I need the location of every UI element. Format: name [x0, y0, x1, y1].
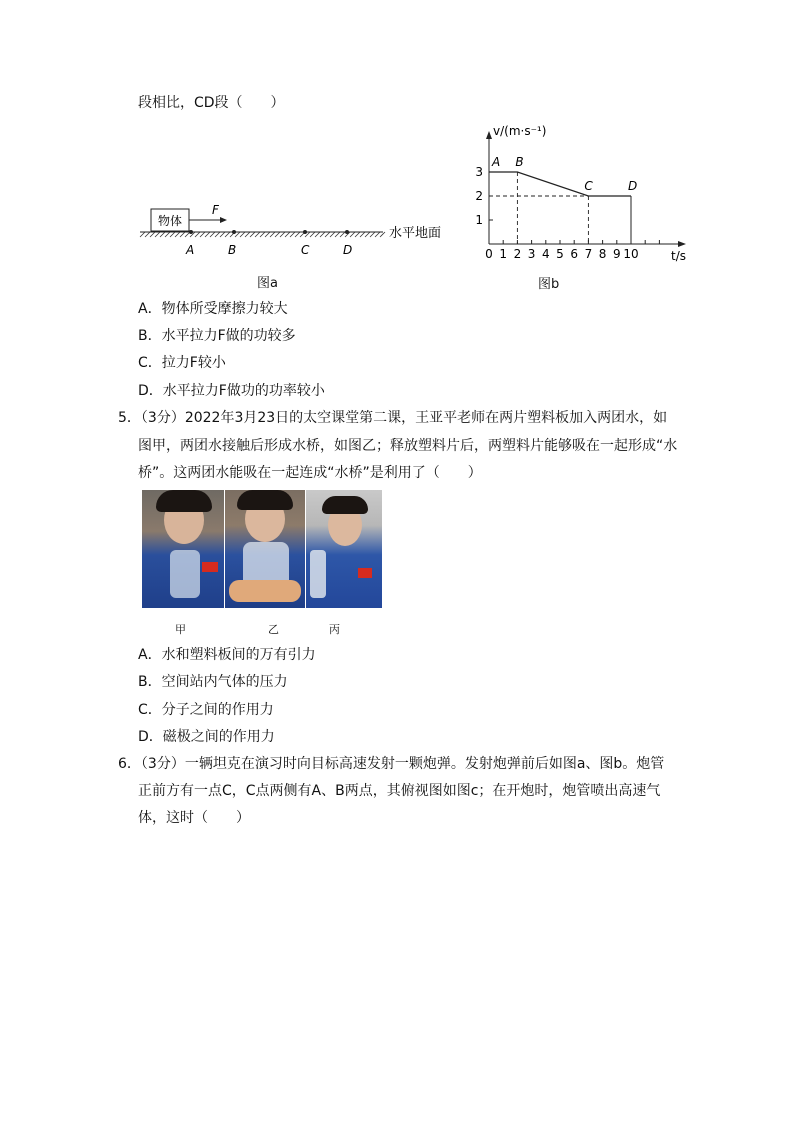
question-6-line-1: 6．（3分）一辆坦克在演习时向目标高速发射一颗炮弹。发射炮弹前后如图a、图b。炮管: [118, 756, 665, 772]
question-5-line-2: 图甲，两团水接触后形成水桥，如图乙；释放塑料片后，两塑料片能够吸在一起形成“水: [138, 438, 678, 454]
question-5-line-1: 5．（3分）2022年3月23日的太空课堂第二课，王亚平老师在两片塑料板加入两团水，如: [118, 410, 668, 426]
hair-shape: [322, 496, 368, 514]
hands-shape: [229, 580, 301, 602]
force-arrow-head: [220, 217, 227, 223]
point-b-dot: [232, 230, 236, 234]
hatch-stroke: [280, 232, 285, 237]
hatch-stroke: [310, 232, 315, 237]
force-label: F: [212, 203, 219, 217]
x-tick-label: 4: [541, 247, 550, 261]
hair-shape: [156, 490, 212, 512]
hatch-stroke: [170, 232, 175, 237]
q5-option-d: D．磁极之间的作用力: [138, 729, 275, 745]
x-tick-label: 10: [623, 247, 639, 261]
hatch-stroke: [335, 232, 340, 237]
point-label-d: D: [628, 179, 638, 193]
point-label-c: C: [584, 179, 593, 193]
q4-option-c: C．拉力F较小: [138, 355, 226, 371]
hatch-stroke: [290, 232, 295, 237]
photo-strip: [142, 490, 382, 608]
hatch-stroke: [180, 232, 185, 237]
hatch-stroke: [320, 232, 325, 237]
hatch-stroke: [270, 232, 275, 237]
hatch-stroke: [160, 232, 165, 237]
photo-label-bing: 丙: [329, 623, 340, 636]
hatch-stroke: [380, 232, 385, 237]
hatch-stroke: [325, 232, 330, 237]
y-tick-label: 1: [475, 213, 483, 227]
figure-a-caption: 图a: [257, 276, 278, 291]
hatch-stroke: [265, 232, 270, 237]
hatch-stroke: [200, 232, 205, 237]
question-4-continuation: 段相比，CD段（ ）: [138, 95, 285, 111]
hatch-stroke: [340, 232, 345, 237]
x-tick-label: 1: [499, 247, 508, 261]
hatch-stroke: [210, 232, 215, 237]
hatch-stroke: [370, 232, 375, 237]
velocity-line: [489, 172, 631, 196]
point-label-b: B: [515, 155, 524, 169]
point-label-a: A: [492, 155, 501, 169]
hatch-stroke: [255, 232, 260, 237]
photo-label-yi: 乙: [268, 623, 279, 636]
flag-patch: [358, 568, 372, 578]
hatch-stroke: [295, 232, 300, 237]
x-tick-label: 3: [527, 247, 536, 261]
hatch-stroke: [215, 232, 220, 237]
y-axis-label: v/(m·s⁻¹): [493, 124, 547, 138]
hatch-stroke: [245, 232, 250, 237]
x-tick-label: 9: [612, 247, 621, 261]
hatch-stroke: [285, 232, 290, 237]
hatch-stroke: [365, 232, 370, 237]
question-6-line-3: 体，这时（ ）: [138, 810, 250, 826]
q5-option-b: B．空间站内气体的压力: [138, 674, 288, 690]
photo-yi: [225, 490, 305, 608]
object-block-label: 物体: [157, 214, 183, 228]
hatch-stroke: [175, 232, 180, 237]
x-axis-arrow: [678, 241, 686, 247]
hatch-stroke: [355, 232, 360, 237]
hatch-stroke: [195, 232, 200, 237]
y-tick-label: 2: [475, 189, 483, 203]
hatch-stroke: [260, 232, 265, 237]
point-d-label: D: [343, 243, 353, 257]
hatch-stroke: [240, 232, 245, 237]
q4-option-b: B．水平拉力F做的功较多: [138, 328, 296, 344]
x-tick-label: 8: [598, 247, 607, 261]
q4-option-d: D．水平拉力F做功的功率较小: [138, 383, 325, 399]
hatch-stroke: [330, 232, 335, 237]
hatch-stroke: [225, 232, 230, 237]
figure-b-chart: [470, 115, 695, 265]
q5-option-a: A．水和塑料板间的万有引力: [138, 647, 316, 663]
point-d-dot: [345, 230, 349, 234]
hatch-stroke: [145, 232, 150, 237]
q4-option-a: A．物体所受摩擦力较大: [138, 301, 288, 317]
plastic-plate-shape: [170, 550, 200, 598]
y-tick-label: 3: [475, 165, 483, 179]
hair-shape: [237, 490, 293, 510]
hatch-stroke: [275, 232, 280, 237]
y-axis-arrow: [486, 131, 492, 139]
flag-patch: [202, 562, 218, 572]
hatch-stroke: [360, 232, 365, 237]
ground-label: 水平地面: [389, 226, 442, 241]
x-tick-label: 0: [485, 247, 493, 261]
point-c-label: C: [301, 243, 310, 257]
x-tick-label: 7: [584, 247, 593, 261]
x-tick-label: 5: [556, 247, 564, 261]
x-axis-label: t/s: [671, 249, 686, 263]
photo-label-jia: 甲: [175, 623, 186, 636]
figure-a-diagram: [135, 195, 455, 265]
x-tick-label: 6: [570, 247, 579, 261]
hatch-stroke: [250, 232, 255, 237]
hatch-stroke: [220, 232, 225, 237]
hatch-stroke: [350, 232, 355, 237]
photo-jia: [142, 490, 224, 608]
photo-bing: [306, 490, 382, 608]
hatch-stroke: [165, 232, 170, 237]
point-a-dot: [189, 230, 193, 234]
hatch-stroke: [315, 232, 320, 237]
point-b-label: B: [228, 243, 237, 257]
point-a-label: A: [186, 243, 195, 257]
hatch-stroke: [205, 232, 210, 237]
hatch-stroke: [150, 232, 155, 237]
figure-b-caption: 图b: [538, 277, 560, 292]
hatch-stroke: [155, 232, 160, 237]
x-tick-label: 2: [513, 247, 522, 261]
question-5-line-3: 桥”。这两团水能吸在一起连成“水桥”是利用了（ ）: [138, 465, 482, 481]
hatch-stroke: [140, 232, 145, 237]
hatch-stroke: [375, 232, 380, 237]
q5-option-c: C．分子之间的作用力: [138, 702, 274, 718]
plastic-plates-shape: [310, 550, 326, 598]
point-c-dot: [303, 230, 307, 234]
question-6-line-2: 正前方有一点C，C点两侧有A、B两点，其俯视图如图c；在开炮时，炮管喷出高速气: [138, 783, 661, 799]
